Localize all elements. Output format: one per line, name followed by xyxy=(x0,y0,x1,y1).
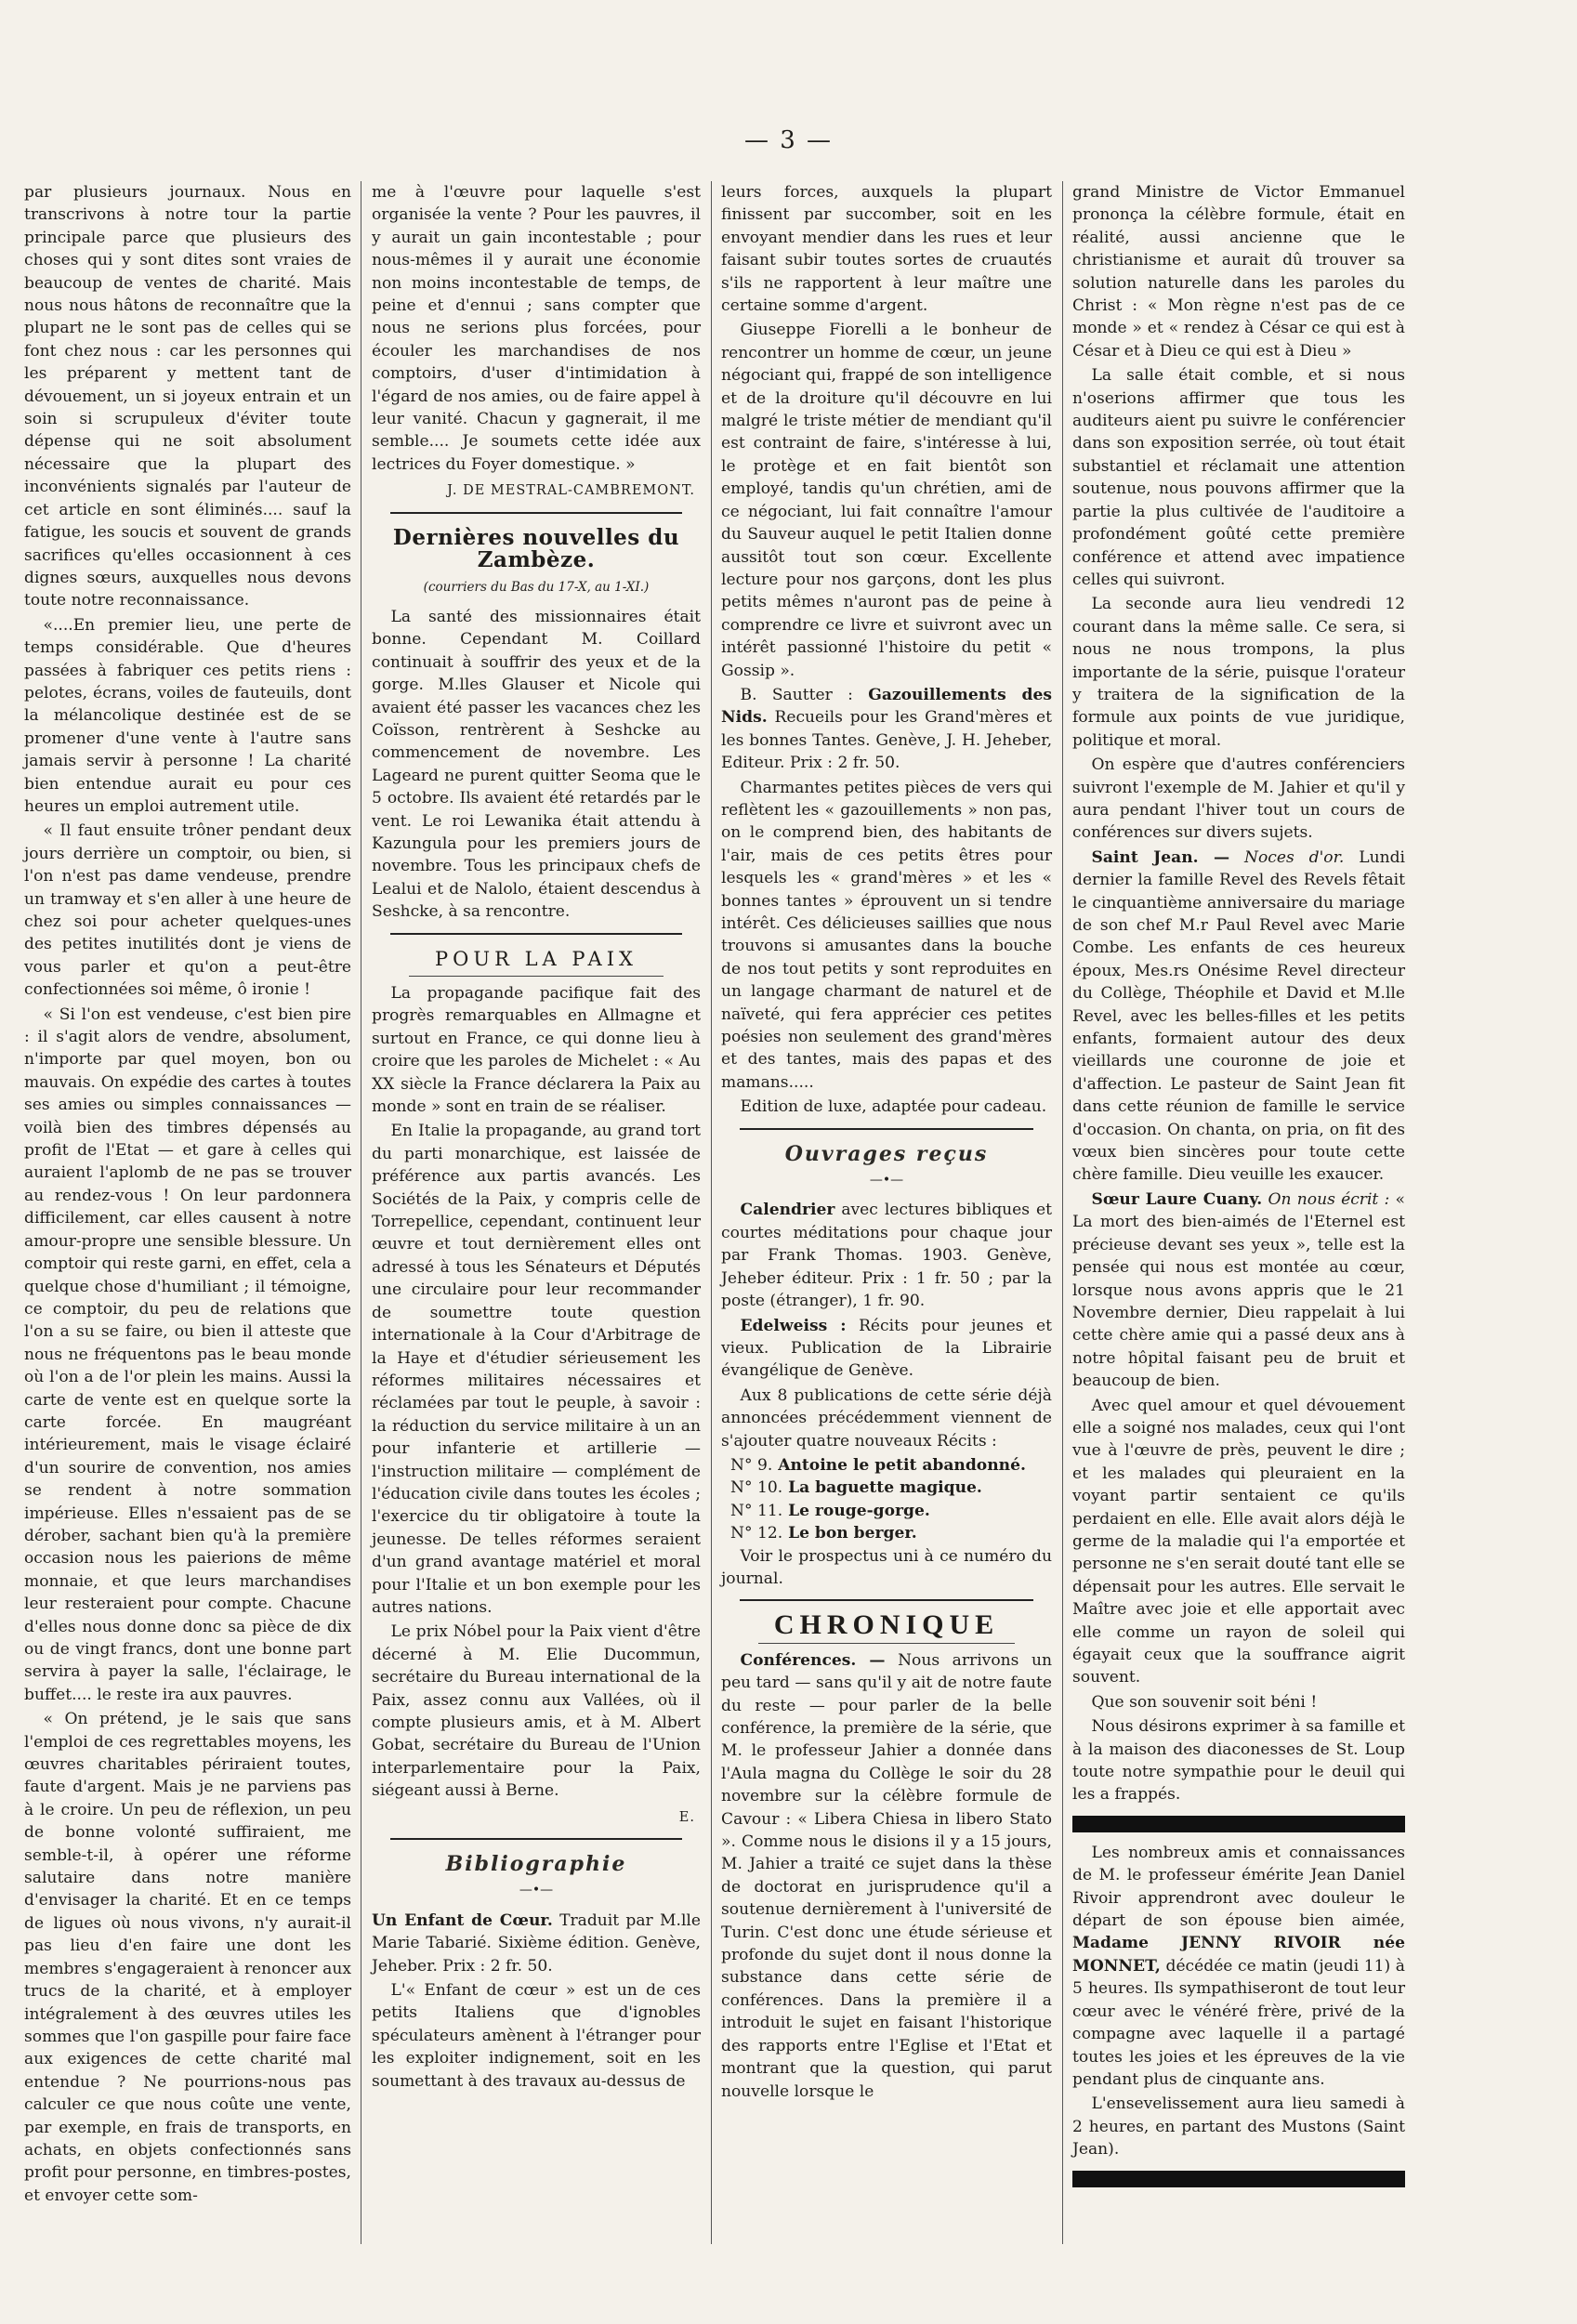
section-divider xyxy=(758,1643,1015,1644)
zambeze-subheading: (courriers du Bas du 17-X, au 1-XI.) xyxy=(423,579,650,595)
biblio-entry-title: Gazouillements des Nids. xyxy=(721,685,1052,728)
list-item: N° 12. Le bon berger. xyxy=(730,1524,917,1543)
article-paragraph: me à l'œuvre pour laquelle s'est organisée la vente ? Pour les pauvres, il y aurait un gain incontestable ; pour nous-mêmes il y aurait une économie non moins incontestable de temps, de peine et d'ennui ; sans compter que nous ne serions plus forcées, pour écouler les marchandises de nos comptoirs, d'user d'intimidation à l'égard de nos amies, ou de faire appel à leur vanité. Chacun y gagnerait, il me semble.... Je soumets cette idée aux lectrices du Foyer domestique. » xyxy=(372,183,701,474)
obituary-name: Madame JENNY RIVOIR née MONNET, xyxy=(1072,1934,1405,1976)
chronique-paragraph: Nous désirons exprimer à sa famille et à la maison des diaconesses de St. Loup toute notre sympathie pour le deuil qui les a frappés. xyxy=(1072,1717,1405,1805)
biblio-entry-text: Recueils pour les Grand'mères et les bonnes Tantes. Genève, J. H. Jeheber, Editeur. Prix : 2 fr. 50. xyxy=(721,708,1052,773)
chronique-label: Sœur Laure Cuany. xyxy=(1091,1189,1263,1209)
biblio-entry-text: Traduit par M.lle Marie Tabarié. Sixième édition. Genève, Jeheber. Prix : 2 fr. 50. xyxy=(372,1910,701,1976)
ouvrages-heading: Ouvrages reçus xyxy=(784,1141,989,1166)
chronique-paragraph: Saint Jean. — Noces d'or. Lundi dernier la famille Revel des Revels fêtait le cinquantième anniversaire du mariage de son chef M.r Paul Revel avec Marie Combe. Les enfants de ces heureux époux, Mes.rs Onésime Revel directeur du Collège, Théophile et David et M.lle Revel, avec les belles-filles et les petits enfants, formaient autour des deux vieillards une couronne de joie et d'affection. Le pasteur de Saint Jean fit dans cette réunion de famille le service d'occasion. On chanta, on pria, on fit des vœux bien sincères pour toute cette chère famille. Dieu veuille les exaucer. xyxy=(1072,847,1405,1185)
biblio-author: B. Sautter : xyxy=(740,685,853,704)
mourning-bar xyxy=(1072,2171,1405,2187)
chronique-paragraph: grand Ministre de Victor Emmanuel prononça la célèbre formule, était en réalité, aussi ancienne que le christianisme et aurait dû trouver sa solution naturelle dans les paroles du Christ : « Mon règne n'est pas de ce monde » et « rendez à César ce qui est à César et à Dieu ce qui est à Dieu » xyxy=(1072,183,1405,361)
mourning-bar xyxy=(1072,1816,1405,1832)
paix-paragraph: En Italie la propagande, au grand tort du parti monarchique, est laissée de préférence aux partis avancés. Les Sociétés de la Paix, y compris celle de Torrepellice, cependant, continuent leur œuvre et tout dernièrement elles ont adressé à tous les Sénateurs et Députés une circulaire pour leur recommander de soumettre toute question internationale à la Cour d'Arbitrage de la Haye et d'étudier sérieusement les réformes militaires nécessaires et réclamées par tout le peuple, à savoir : la réduction du service militaire à un an pour infanterie et artillerie — l'instruction militaire — complément de l'éducation civile dans toutes les écoles ; l'exercice du tir obligatoire à toute la jeunesse. De telles réformes seraient d'un grand avantage matériel et moral pour l'Italie et un bon exemple pour les autres nations. xyxy=(372,1122,701,1617)
biblio-paragraph: Edition de luxe, adaptée pour cadeau. xyxy=(740,1097,1047,1117)
obituary-paragraph: L'ensevelissement aura lieu samedi à 2 heures, en partant des Mustons (Saint Jean). xyxy=(1072,2094,1405,2160)
ouvrage-paragraph: Voir le prospectus uni à ce numéro du journal. xyxy=(721,1546,1052,1588)
obituary-paragraph: Les nombreux amis et connaissances de M. le professeur émérite Jean Daniel Rivoir apprendront avec douleur le départ de son épouse bien aimée, Madame JENNY RIVOIR née MONNET, décédée ce matin (jeudi 11) à 5 heures. Ils sympathiseront de tout leur cœur avec le vénéré frère, privé de la compagne avec laquelle il a partagé toutes les joies et les épreuves de la vie pendant plus de cinquante ans. xyxy=(1072,1843,1405,2089)
article-paragraph: « On prétend, je le sais que sans l'emploi de ces regrettables moyens, les œuvres charitables périraient toutes, faute d'argent. Mais je ne parviens pas à le croire. Un peu de réflexion, un peu de bonne volonté suffiraient, me semble-t-il, à opérer une réforme salutaire dans notre manière d'envisager la charité. Et en ce temps de ligues où nous vivons, n'y aurait-il pas lieu d'en faire une dont les membres s'engageraient à renoncer aux trucs de la charité, et à employer intégralement à des œuvres utiles les sommes que l'on gaspille pour faire face aux exigences de cette charité mal entendue ? Ne pourrions-nous pas calculer ce que nous coûte une vente, par exemple, en frais de transports, en achats, en objets confectionnés sans profit pour personne, en timbres-postes, et envoyer cette som- xyxy=(24,1710,351,2205)
section-divider xyxy=(390,933,682,935)
ornament: —•— xyxy=(869,1173,904,1188)
biblio-entry xyxy=(721,684,1052,775)
ouvrage-entry xyxy=(721,1199,1052,1312)
chronique-heading: CHRONIQUE xyxy=(773,1609,1000,1641)
section-divider xyxy=(390,512,682,514)
ouvrage-title: Calendrier xyxy=(740,1201,835,1220)
section-divider xyxy=(740,1128,1033,1130)
article-signature: J. DE MESTRAL-CAMBREMONT. xyxy=(447,483,695,499)
page-number: — 3 — xyxy=(743,126,834,154)
paix-heading: POUR LA PAIX xyxy=(435,947,637,970)
column-rule xyxy=(711,181,712,2244)
list-item: N° 9. Antoine le petit abandonné. xyxy=(730,1455,1026,1475)
paix-signature: E. xyxy=(678,1809,695,1825)
article-paragraph: «....En premier lieu, une perte de temps considérable. Que d'heures passées à fabriquer ces petits riens : pelotes, écrans, voiles de fauteuils, dont la mélancolique destinée est de se promener d'une vente à l'autre sans jamais servir à personne ! La charité bien entendue aurait eu pour ces heures un emploi autrement utile. xyxy=(24,615,351,816)
biblio-entry-title: Un Enfant de Cœur. xyxy=(372,1910,553,1930)
paix-paragraph: La propagande pacifique fait des progrès remarquables en Allmagne et surtout en France, ce qui donne lieu à croire que les paroles de Michelet : « Au XX siècle la France déclarera la Paix au monde » sont en train de se réaliser. xyxy=(372,984,701,1117)
biblio-paragraph: L'« Enfant de cœur » est un de ces petits Italiens que d'ignobles spéculateurs amènent à l'étranger pour les exploiter indignement, soit en les soumettant à des travaux au-dessus de xyxy=(372,1981,701,2091)
ouvrage-title: Edelweiss : xyxy=(740,1316,847,1335)
ornament: —•— xyxy=(519,1883,554,1898)
bibliographie-heading: Bibliographie xyxy=(445,1852,627,1877)
section-divider xyxy=(390,1838,682,1840)
biblio-paragraph: Giuseppe Fiorelli a le bonheur de rencontrer un homme de cœur, un jeune négociant qui, frappé de son intelligence et de la droiture qu'il découvre en lui malgré le triste métier de mendiant qu'il est contraint de faire, s'intéresse à lui, le protège et en fait bientôt son employé, tandis qu'un chrétien, ami de ce négociant, lui fait connaître l'amour du Sauveur auquel le petit Italien donne aussitôt tout son cœur. Excellente lecture pour nos garçons, dont les plus petits mêmes n'auront pas de peine à comprendre ce livre et suivront avec un intérêt passionné l'histoire du petit « Gossip ». xyxy=(721,321,1052,680)
biblio-paragraph: Charmantes petites pièces de vers qui reflètent les « gazouillements » non pas, on le comprend bien, des habitants de l'air, mais de ces petits êtres pour lesquels les « grand'mères » et les « bonnes tantes » éprouvent un si tendre intérêt. Ces délicieuses saillies que nous trouvons si amusantes dans la bouche de nos tout petits y sont reproduites en un langage charmant de naturel et de naïveté, qui fera apprécier ces petites poésies non seulement des grand'mères et des tantes, mais des papas et des mamans..... xyxy=(721,778,1052,1092)
article-paragraph: par plusieurs journaux. Nous en transcrivons à notre tour la partie principale parce que plusieurs des choses qui y sont dites sont vraies de beaucoup de ventes de charité. Mais nous nous hâtons de reconnaître que la plupart ne le sont pas de celles qui se font chez nous : car les personnes qui les préparent y mettent tant de dévouement, un si joyeux entrain et un soin si scrupuleux d'éviter toute dépense qui ne soit absolument nécessaire que la plupart des inconvénients signalés par l'auteur de cet article en sont éliminés.... sauf la fatigue, les soucis et souvent de grands sacrifices qu'elles occasionnent à ces dignes sœurs, auxquelles nous devons toute notre reconnaissance. xyxy=(24,183,351,611)
ouvrage-entry xyxy=(721,1315,1052,1383)
chronique-label: Conférences. — xyxy=(740,1650,886,1670)
article-paragraph: « Il faut ensuite trôner pendant deux jours derrière un comptoir, ou bien, si l'on n'est pas dame vendeuse, prendre un tramway et s'en aller à une heure de chez soi pour acheter quelques-unes des petites inutilités dont je viens de vous parler et qu'on a peut-être confectionnées soi même, ô ironie ! xyxy=(24,821,351,1000)
paix-paragraph: Le prix Nóbel pour la Paix vient d'être décerné à M. Elie Ducommun, secrétaire du Bureau international de la Paix, assez connu aux Vallées, où il compte plusieurs amis, et à M. Albert Gobat, secrétaire du Bureau de l'Union interparlementaire pour la Paix, siégeant aussi à Berne. xyxy=(372,1622,701,1801)
zambeze-paragraph: La santé des missionnaires était bonne. Cependant M. Coillard continuait à souffrir des yeux et de la gorge. M.lles Glauser et Nicole qui avaient été passer les vacances chez les Coïsson, rentrèrent à Seshcke au commencement de novembre. Les Lageard ne purent quitter Seoma que le 5 octobre. Ils avaient été retardés par le vent. Le roi Lewanika était attendu à Kazungula pour les premiers jours de novembre. Tous les principaux chefs de Lealui et de Nalolo, étaient descendus à Seshcke, à sa rencontre. xyxy=(372,607,701,922)
chronique-paragraph: Conférences. — Nous arrivons un peu tard — sans qu'il y ait de notre faute du reste — pour parler de la belle conférence, la première de la série, que M. le professeur Jahier a donnée dans l'Aula magna du Collège le soir du 28 novembre sur la célèbre formule de Cavour : « Libera Chiesa in libero Stato ». Comme nous le disions il y a 15 jours, M. Jahier a traité ce sujet dans la thèse de doctorat en jurisprudence qu'il a soutenue dernièrement à l'université de Turin. C'est donc une étude sérieuse et profonde du sujet dont il nous donne la substance dans cette série de conférences. Dans la première il a introduit le sujet en faisant l'historique des rapports entre l'Eglise et l'Etat et montrant que la question, qui parut nouvelle lorsque le xyxy=(721,1650,1052,2101)
chronique-paragraph: La salle était comble, et si nous n'oserions affirmer que tous les auditeurs aient pu suivre le conférencier dans son exposition serrée, où tout était substantiel et réclamait une attention soutenue, nous pouvons affirmer que la partie la plus cultivée de l'auditoire a profondément goûté cette première conférence et attend avec impatience celles qui suivront. xyxy=(1072,366,1405,589)
biblio-entry xyxy=(372,1910,701,1977)
chronique-paragraph: Sœur Laure Cuany. On nous écrit : « La mort des bien-aimés de l'Eternel est précieuse devant ses yeux », telle est la pensée qui nous est montée au cœur, lorsque nous avons appris que le 21 Novembre dernier, Dieu rappelait à lui cette chère amie qui a passé deux ans à notre hôpital faisant peu de bruit et beaucoup de bien. xyxy=(1072,1189,1405,1391)
list-item: N° 10. La baguette magique. xyxy=(730,1478,982,1498)
column-rule xyxy=(1062,181,1063,2244)
article-paragraph: « Si l'on est vendeuse, c'est bien pire : il s'agit alors de vendre, absolument, n'importe par quel moyen, bon ou mauvais. On expédie des cartes à toutes ses amies ou simples connaissances — voilà bien des timbres dépensés au profit de l'Etat — et gare à celles qui auraient l'aplomb de ne pas se trouver au rendez-vous ! On leur pardonnera difficilement, car elles causent à notre amour-propre une sensible blessure. Un comptoir qui reste garni, en effet, cela a quelque chose d'humiliant ; il témoigne, ce comptoir, du peu de relations que l'on a su se faire, ou bien il atteste que nous ne fréquentons pas le beau monde où l'on a de l'or plein les mains. Aussi la carte de vente est en quelque sorte la carte forcée. En maugréant intérieurement, mais le visage éclairé d'un sourire de convention, nos amies se rendent à notre sommation impérieuse. Elles n'essaient pas de se dérober, sachant bien qu'à la première occasion nous les paierions de même monnaie, et que leurs marchandises leur resteraient pour compte. Chacune d'elles nous donne donc sa pièce de dix ou de vingt francs, dont une bonne part servira à payer la salle, l'éclairage, le buffet.... le reste ira aux pauvres. xyxy=(24,1004,351,1704)
column-4 xyxy=(1072,181,1405,2197)
chronique-paragraph: On espère que d'autres conférenciers suivront l'exemple de M. Jahier et qu'il y aura pendant l'hiver tout un cours de conférences sur divers sujets. xyxy=(1072,755,1405,843)
column-3 xyxy=(721,181,1052,2105)
section-divider xyxy=(740,1599,1033,1601)
ouvrage-text: Récits pour jeunes et vieux. Publication de la Librairie évangélique de Genève. xyxy=(721,1316,1052,1381)
zambeze-heading: Dernières nouvelles du Zambèze. xyxy=(392,524,680,573)
ouvrage-paragraph: Aux 8 publications de cette série déjà annoncées précédemment viennent de s'ajouter quatre nouveaux Récits : xyxy=(721,1385,1052,1451)
ouvrage-text: avec lectures bibliques et courtes méditations pour chaque jour par Frank Thomas. 1903. Genève, Jeheber éditeur. Prix : 1 fr. 50 ; par la poste (étranger), 1 fr. 90. xyxy=(721,1201,1052,1311)
chronique-label: Saint Jean. — xyxy=(1091,847,1230,867)
column-1 xyxy=(24,181,351,2209)
ouvrage-list xyxy=(730,1454,1052,1545)
column-2 xyxy=(372,181,701,2094)
chronique-paragraph: La seconde aura lieu vendredi 12 courant dans la même salle. Ce sera, si nous ne nous trompons, la plus importante de la série, puisque l'orateur y traitera de la signification de la formule aux points de vue juridique, politique et moral. xyxy=(1072,595,1405,750)
list-item: N° 11. Le rouge-gorge. xyxy=(730,1501,930,1520)
biblio-paragraph: leurs forces, auxquels la plupart finissent par succomber, soit en les envoyant mendier dans les rues et leur faisant subir toutes sortes de cruautés s'ils ne rapportent à leur maître une certaine somme d'argent. xyxy=(721,183,1052,316)
chronique-paragraph: Que son souvenir soit béni ! xyxy=(1091,1692,1318,1712)
section-divider xyxy=(409,976,664,977)
chronique-paragraph: Avec quel amour et quel dévouement elle a soigné nos malades, ceux qui l'ont vue à l'œuvre de près, peuvent le dire ; et les malades qui pleuraient en la voyant partir sentaient ce qu'ils perdaient en elle. Elle avait alors déjà le germe de la maladie qui l'a emportée et personne ne s'en serait douté tant elle se dépensait pour les autres. Elle servait le Maître avec joie et elle apportait avec elle comme un rayon de soleil qui égayait ceux que la souffrance aigrit souvent. xyxy=(1072,1396,1405,1687)
